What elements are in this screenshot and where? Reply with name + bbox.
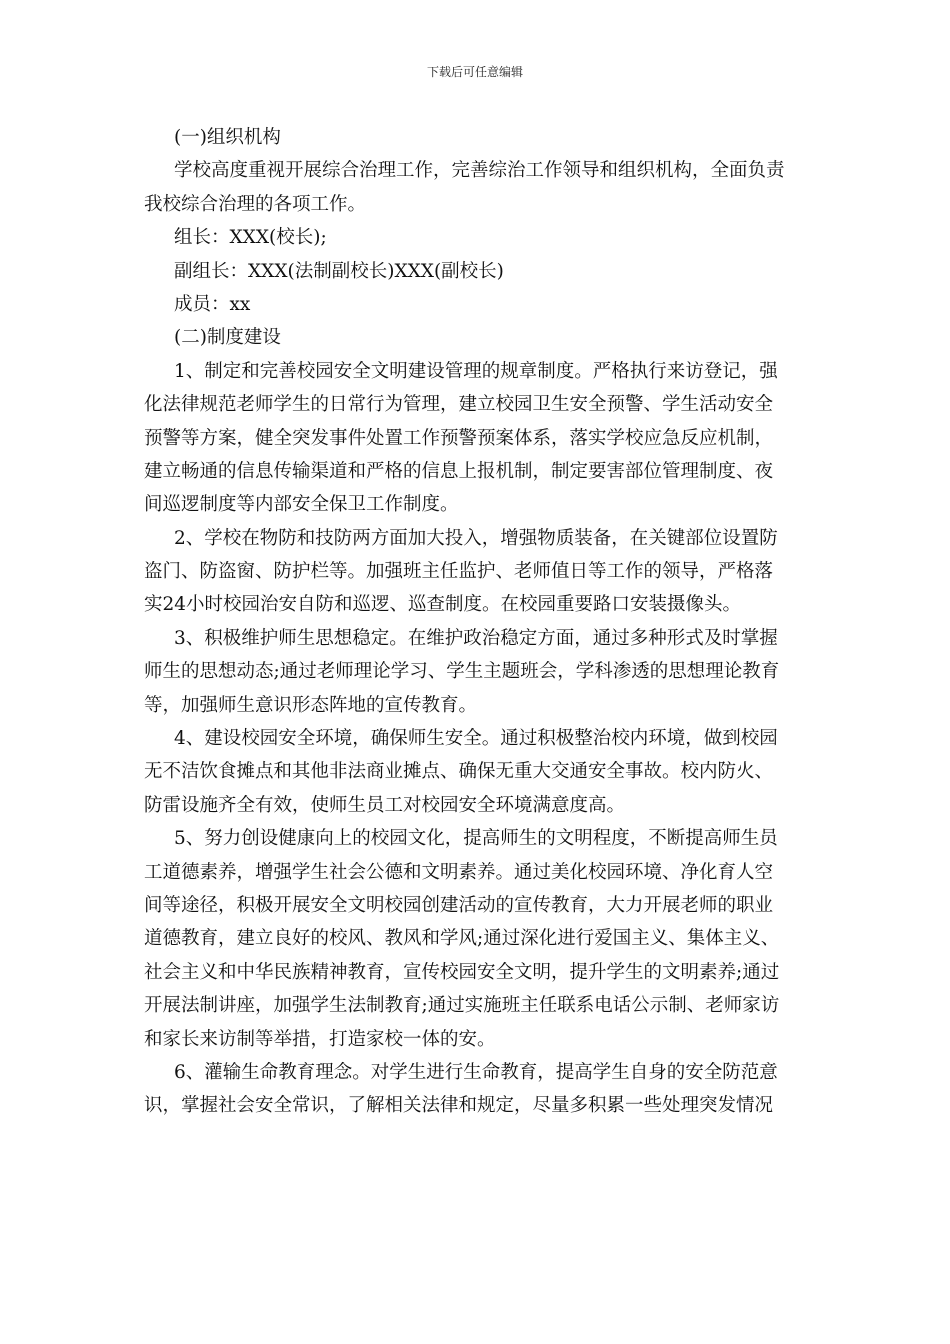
text-line: 工道德素养，增强学生社会公德和文明素养。通过美化校园环境、净化育人空 — [144, 861, 774, 883]
text-line: 1、制定和完善校园安全文明建设管理的规章制度。严格执行来访登记，强 — [174, 360, 778, 382]
text-line: 无不洁饮食摊点和其他非法商业摊点、确保无重大交通安全事故。校内防火、 — [144, 761, 774, 783]
document-body — [144, 121, 807, 1123]
text-line: 开展法制讲座，加强学生法制教育;通过实施班主任联系电话公示制、老师家访 — [144, 995, 780, 1017]
text-line: 间巡逻制度等内部安全保卫工作制度。 — [144, 494, 459, 516]
text-line: (一)组织机构 — [174, 127, 281, 148]
text-line: 化法律规范老师学生的日常行为管理，建立校园卫生安全预警、学生活动安全 — [144, 394, 774, 416]
text-line: 间等途径，积极开展安全文明校园创建活动的宣传教育，大力开展老师的职业 — [144, 894, 774, 916]
text-line: 防雷设施齐全有效，使师生员工对校园安全环境满意度高。 — [144, 794, 626, 816]
text-line: 副组长：XXX(法制副校长)XXX(副校长) — [174, 260, 504, 282]
text-line: 2、学校在物防和技防两方面加大投入，增强物质装备，在关键部位设置防 — [174, 527, 778, 549]
text-line: 5、努力创设健康向上的校园文化，提高师生的文明程度，不断提高师生员 — [174, 828, 778, 850]
text-line: 预警等方案，健全突发事件处置工作预警预案体系，落实学校应急反应机制， — [144, 427, 774, 449]
page-header: 下载后可任意编辑 — [426, 65, 523, 79]
text-line: 组长：XXX(校长); — [174, 227, 327, 249]
text-line: 社会主义和中华民族精神教育，宣传校园安全文明，提升学生的文明素养;通过 — [144, 961, 780, 983]
text-line: 4、建设校园安全环境，确保师生安全。通过积极整治校内环境，做到校园 — [174, 728, 778, 750]
text-line: 成员：xx — [174, 293, 251, 315]
text-line: 我校综合治理的各项工作。 — [144, 193, 367, 215]
text-line: 和家长来访制等举措，打造家校一体的安。 — [144, 1028, 496, 1050]
text-line: 学校高度重视开展综合治理工作，完善综治工作领导和组织机构，全面负责 — [174, 160, 785, 182]
text-line: 等，加强师生意识形态阵地的宣传教育。 — [144, 694, 478, 716]
text-line: 师生的思想动态;通过老师理论学习、学生主题班会，学科渗透的思想理论教育 — [144, 661, 780, 683]
text-line: 建立畅通的信息传输渠道和严格的信息上报机制，制定要害部位管理制度、夜 — [144, 460, 774, 482]
text-line: 盗门、防盗窗、防护栏等。加强班主任监护、老师值日等工作的领导，严格落 — [144, 561, 774, 583]
text-line: 识，掌握社会安全常识，了解相关法律和规定，尽量多积累一些处理突发情况 — [144, 1095, 774, 1117]
text-line: 道德教育，建立良好的校风、教风和学风;通过深化进行爱国主义、集体主义、 — [144, 928, 780, 950]
text-line: 3、积极维护师生思想稳定。在维护政治稳定方面，通过多种形式及时掌握 — [174, 627, 778, 649]
text-line: 6、灌输生命教育理念。对学生进行生命教育，提高学生自身的安全防范意 — [174, 1061, 778, 1083]
text-line: (二)制度建设 — [174, 327, 281, 349]
text-line: 实24小时校园治安自防和巡逻、巡查制度。在校园重要路口安装摄像头。 — [144, 594, 742, 616]
